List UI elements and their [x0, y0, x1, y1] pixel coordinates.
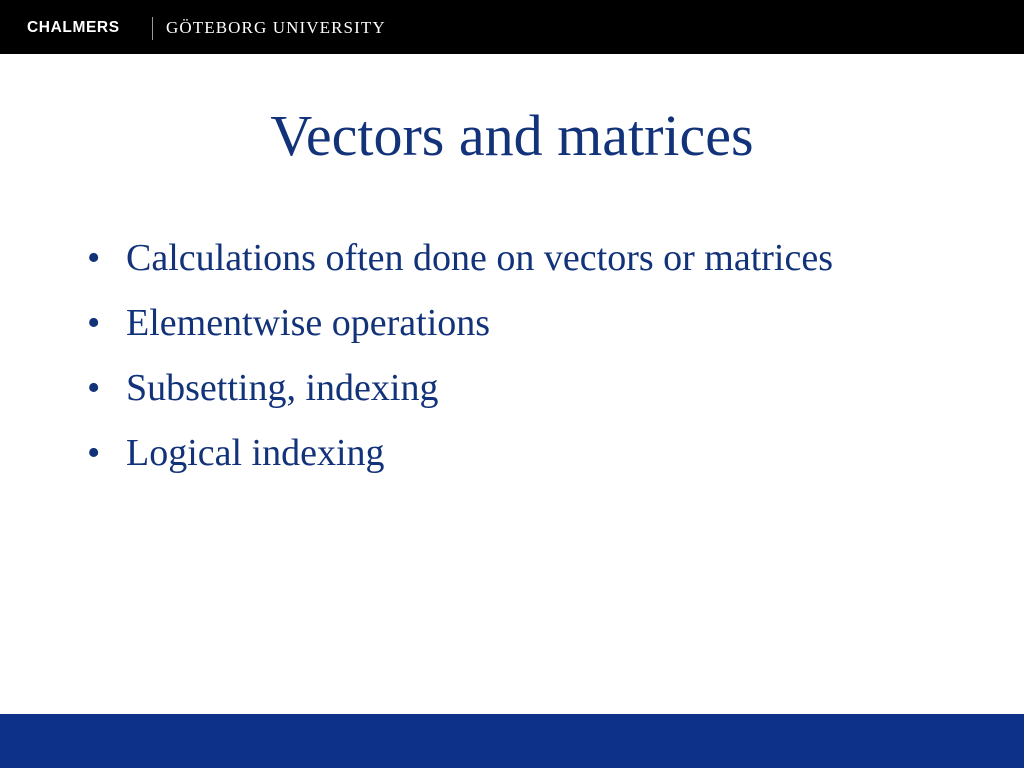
bullet-item — [87, 431, 847, 475]
chalmers-logo: CHALMERS — [27, 19, 120, 36]
slide-title: Vectors and matrices — [270, 103, 754, 168]
bullet-dot: • — [87, 302, 101, 344]
bullet-list — [87, 236, 847, 496]
bullet-text: Subsetting, indexing — [126, 367, 439, 409]
logo-divider — [152, 17, 153, 40]
bullet-text: Logical indexing — [126, 432, 385, 474]
goteborg-university-logo: GÖTEBORG UNIVERSITY — [166, 18, 386, 37]
bullet-text: Calculations often done on vectors or matrices — [126, 237, 834, 279]
bullet-dot: • — [87, 432, 101, 474]
bullet-item — [87, 236, 847, 280]
bullet-item — [87, 366, 847, 410]
footer-bar — [0, 714, 1024, 768]
bullet-item — [87, 301, 847, 345]
bullet-text: Elementwise operations — [126, 302, 491, 344]
bullet-dot: • — [87, 237, 101, 279]
bullet-dot: • — [87, 367, 101, 409]
header-bar — [0, 0, 1024, 54]
